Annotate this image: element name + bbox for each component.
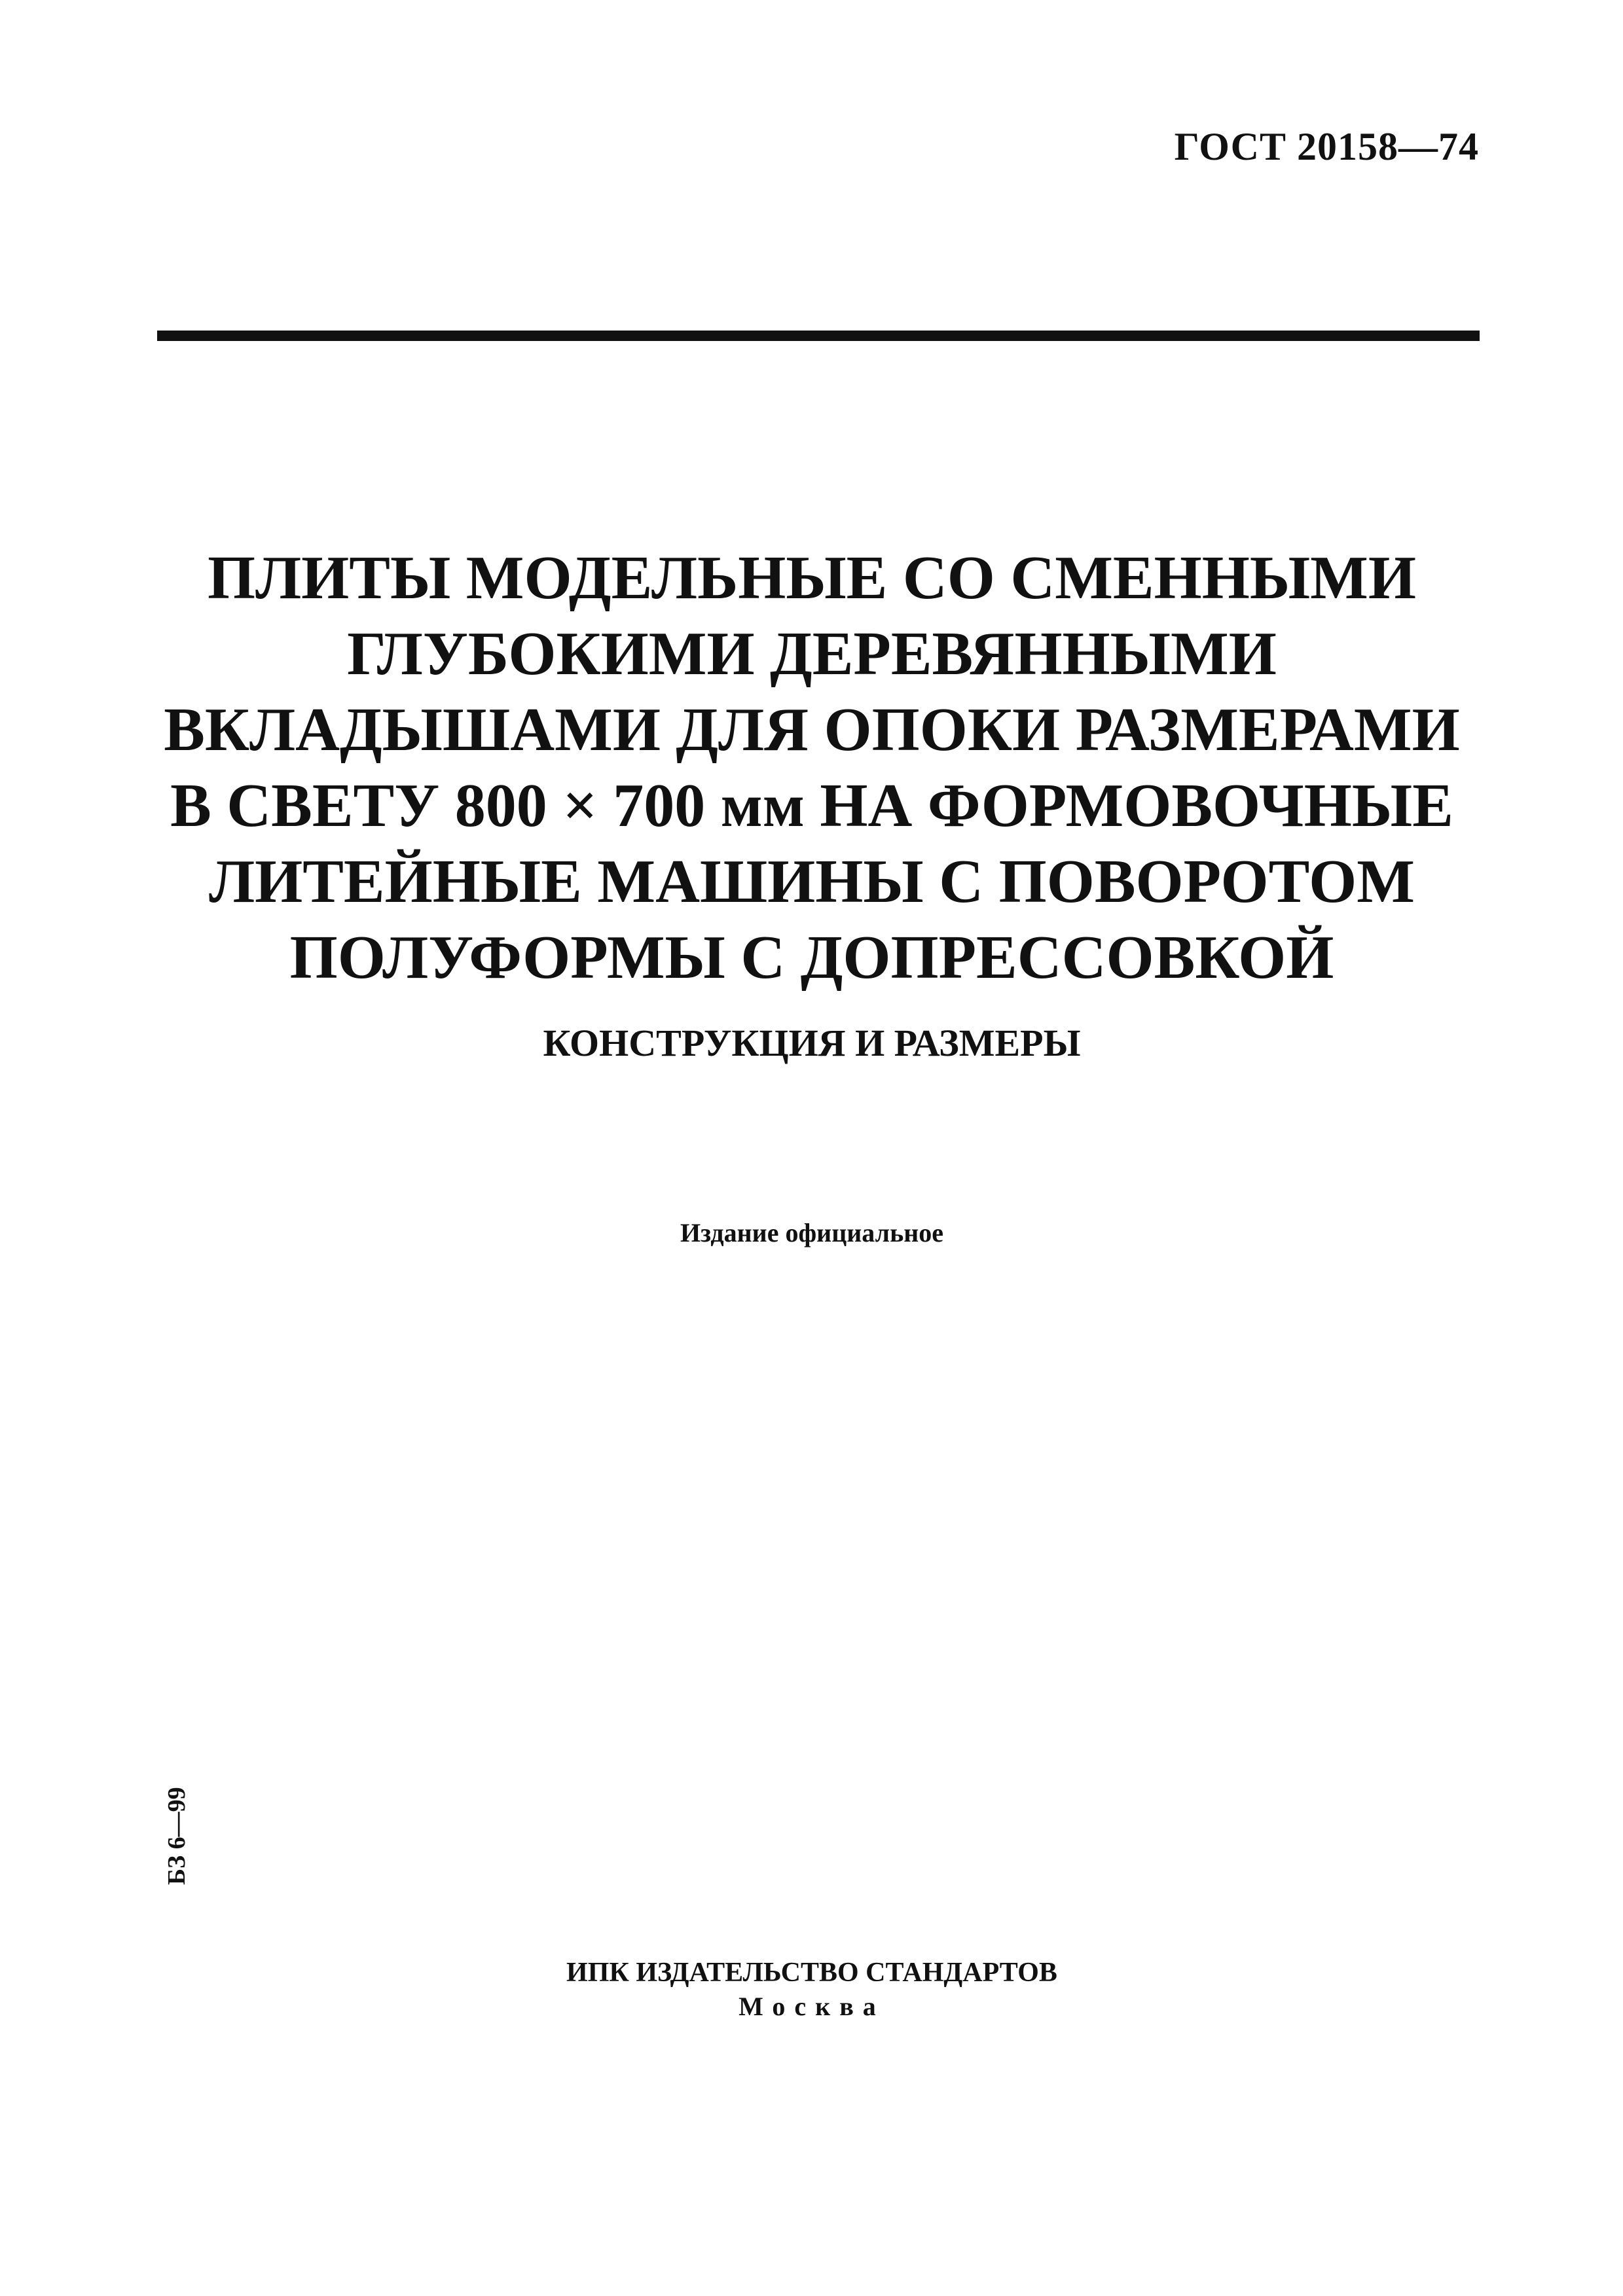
document-code: ГОСТ 20158—74: [1174, 125, 1479, 168]
title-line: В СВЕТУ 800 × 700 мм НА ФОРМОВОЧНЫЕ: [170, 772, 1453, 840]
title-line: ПЛИТЫ МОДЕЛЬНЫЕ СО СМЕННЫМИ: [207, 544, 1417, 612]
document-subtitle: КОНСТРУКЦИЯ И РАЗМЕРЫ: [543, 1022, 1081, 1064]
document-title: [105, 540, 1519, 996]
title-line: ГЛУБОКИМИ ДЕРЕВЯННЫМИ: [347, 620, 1277, 688]
edition-note: Издание официальное: [680, 1218, 944, 1247]
publisher-city: Москва: [739, 1992, 885, 2021]
side-catalog-code: БЗ 6—99: [163, 1787, 191, 1885]
title-line: ВКЛАДЫШАМИ ДЛЯ ОПОКИ РАЗМЕРАМИ: [164, 696, 1460, 764]
title-line: ПОЛУФОРМЫ С ДОПРЕССОВКОЙ: [289, 924, 1334, 992]
publisher-name: ИПК ИЗДАТЕЛЬСТВО СТАНДАРТОВ: [566, 1958, 1057, 1988]
heading-rule: [157, 331, 1480, 341]
title-line: ЛИТЕЙНЫЕ МАШИНЫ С ПОВОРОТОМ: [209, 848, 1415, 916]
